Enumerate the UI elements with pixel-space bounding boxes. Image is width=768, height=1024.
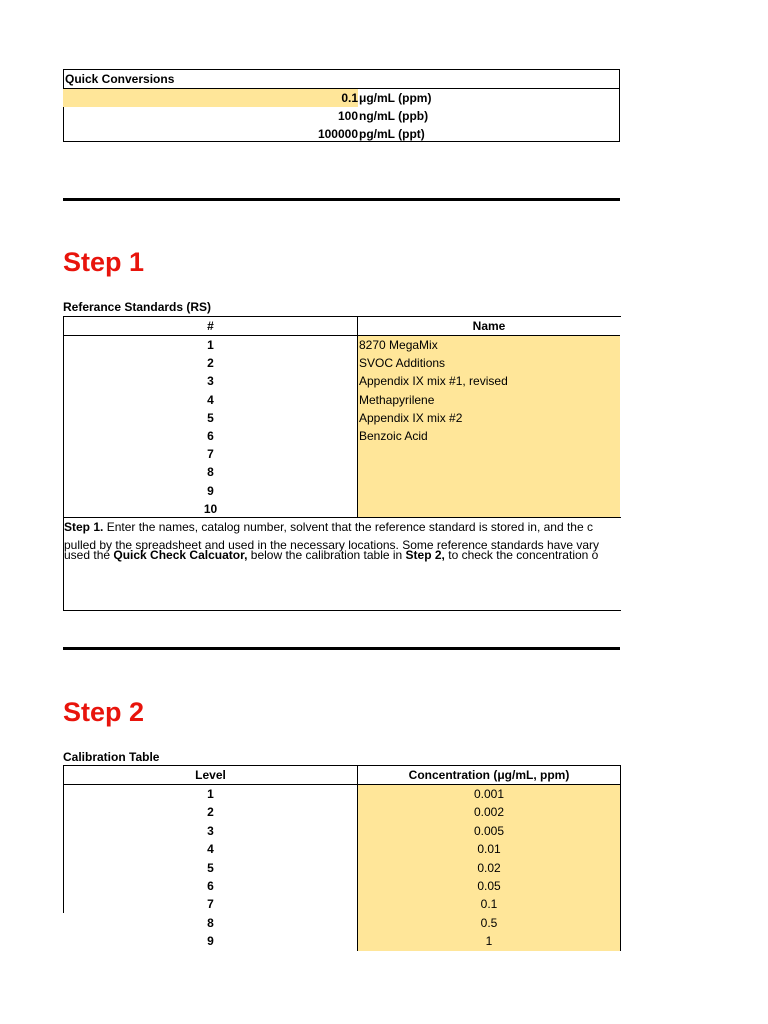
quick-conversions-title: Quick Conversions	[65, 72, 175, 86]
note-text: used the	[64, 548, 114, 562]
rs-row-number: 2	[207, 356, 214, 371]
step1-note-line3	[64, 546, 620, 564]
conversion-value: 100000	[317, 127, 358, 141]
note-text: Enter the names, catalog number, solvent that the reference standard is stored in, and the c	[103, 520, 593, 534]
calibration-level: 8	[207, 915, 214, 930]
rs-row-number: 10	[203, 501, 218, 516]
conversion-unit: pg/mL (ppt)	[359, 127, 425, 141]
calibration-concentration-cell[interactable]: 0.01	[477, 842, 501, 857]
rs-row-number: 1	[207, 338, 214, 352]
calibration-concentration-cell[interactable]: 0.005	[473, 823, 505, 838]
rs-row-name-cell[interactable]: 8270 MegaMix	[359, 338, 438, 352]
rs-row-number: 4	[207, 392, 214, 407]
step1-note-line1	[64, 518, 620, 536]
col-header-number: #	[207, 319, 214, 333]
calibration-table-title: Calibration Table	[63, 750, 160, 764]
step1-heading: Step 1	[63, 247, 145, 277]
calibration-level: 3	[207, 823, 214, 838]
rs-row-number: 9	[207, 483, 214, 498]
calibration-concentration-cell[interactable]: 0.001	[473, 787, 505, 801]
conversion-unit: ng/mL (ppb)	[359, 109, 429, 123]
note-text: below the calibration table in	[247, 548, 406, 562]
note-bold: Quick Check Calcuator,	[113, 548, 248, 562]
rs-row-name-cell[interactable]: Appendix IX mix #2	[359, 410, 463, 425]
conversion-unit: μg/mL (ppm)	[359, 91, 432, 105]
calibration-level: 9	[207, 934, 214, 949]
calibration-concentration-cell[interactable]: 0.002	[473, 805, 505, 820]
conversion-row-ppb	[63, 107, 620, 125]
calibration-level: 7	[207, 897, 214, 912]
col-header-concentration: Concentration (μg/mL, ppm)	[408, 768, 570, 782]
conversion-value[interactable]: 0.1	[341, 91, 358, 105]
conversion-value: 100	[337, 109, 358, 123]
rs-row-name-cell[interactable]: Methapyrilene	[359, 392, 435, 407]
rs-row-name-cell[interactable]: SVOC Additions	[359, 356, 446, 371]
section-divider	[63, 647, 620, 650]
section-divider	[63, 198, 620, 201]
calibration-concentration-cell[interactable]: 0.02	[477, 860, 501, 875]
col-header-name: Name	[472, 319, 506, 333]
rs-row-name-cell[interactable]: Appendix IX mix #1, revised	[359, 374, 508, 389]
calibration-concentration-cell[interactable]: 0.5	[480, 915, 498, 930]
calibration-concentration-cell[interactable]: 0.05	[477, 879, 501, 893]
calibration-concentration-cell[interactable]: 1	[485, 934, 493, 949]
calibration-level: 5	[207, 860, 214, 875]
conversion-row-ppt	[63, 125, 620, 143]
calibration-level: 1	[207, 787, 214, 801]
rs-row-number: 3	[207, 374, 214, 389]
note-step-label: Step 1.	[64, 520, 104, 534]
conversion-row-ppm	[63, 89, 620, 107]
rs-row-name-cell[interactable]: Benzoic Acid	[359, 429, 428, 443]
step1-note-line2: pulled by the spreadsheet and used in the necessary locations. Some reference standards have vary	[64, 538, 599, 552]
calibration-level: 6	[207, 879, 214, 893]
calibration-level: 4	[207, 842, 214, 857]
rs-row-number: 7	[207, 447, 214, 462]
reference-standards-title: Referance Standards (RS)	[63, 300, 212, 314]
note-bold: Step 2,	[405, 548, 445, 562]
table-right-rule	[620, 765, 621, 951]
calibration-level: 2	[207, 805, 214, 820]
calibration-concentration-cell[interactable]: 0.1	[480, 897, 498, 912]
rs-row-number: 8	[207, 465, 214, 480]
step2-heading: Step 2	[63, 697, 145, 727]
rs-row-number: 6	[207, 429, 214, 443]
rs-row-number: 5	[207, 410, 214, 425]
note-text: to check the concentration o	[444, 548, 599, 562]
col-header-level: Level	[195, 768, 226, 782]
